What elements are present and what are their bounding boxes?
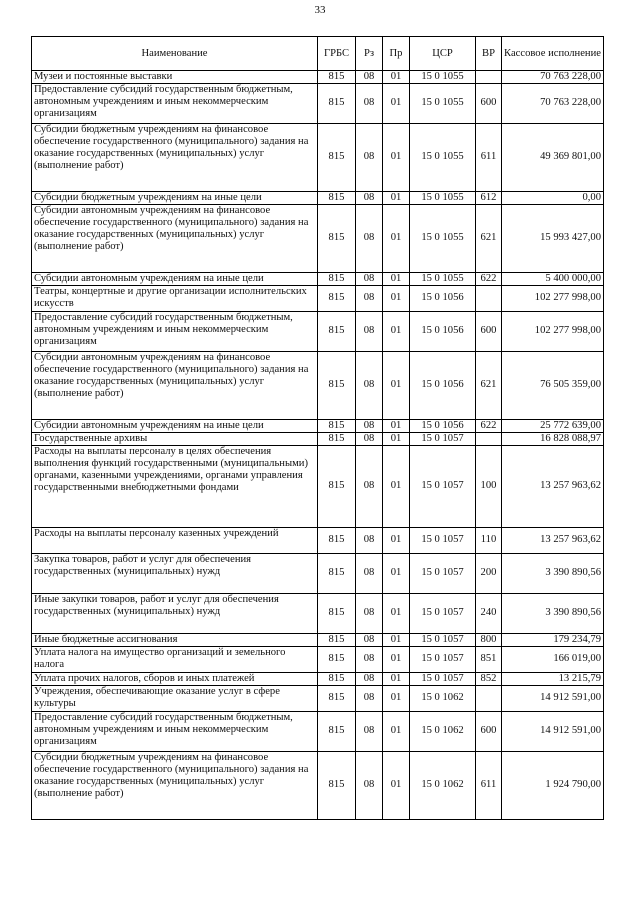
row-vr — [476, 685, 502, 711]
header-csr: ЦСР — [410, 37, 476, 71]
row-grbs: 815 — [318, 272, 356, 285]
row-amount: 13 257 963,62 — [502, 527, 604, 553]
row-pr: 01 — [383, 445, 410, 527]
row-vr — [476, 432, 502, 445]
row-pr: 01 — [383, 633, 410, 646]
row-name: Субсидии бюджетным учреждениям на финансовое обеспечение государственного (муниципального) задания на оказание государственных (муниципальных) услуг (выполнение работ) — [32, 751, 318, 819]
header-rz: Рз — [356, 37, 383, 71]
row-name: Иные бюджетные ассигнования — [32, 633, 318, 646]
row-amount: 179 234,79 — [502, 633, 604, 646]
row-csr: 15 0 1055 — [410, 191, 476, 204]
row-csr: 15 0 1055 — [410, 272, 476, 285]
row-vr: 851 — [476, 646, 502, 672]
row-rz: 08 — [356, 593, 383, 633]
row-csr: 15 0 1057 — [410, 646, 476, 672]
row-csr: 15 0 1062 — [410, 685, 476, 711]
row-name: Субсидии автономным учреждениям на иные цели — [32, 419, 318, 432]
row-rz: 08 — [356, 204, 383, 272]
row-amount: 15 993 427,00 — [502, 204, 604, 272]
table-row — [32, 83, 604, 123]
row-grbs: 815 — [318, 751, 356, 819]
row-vr: 600 — [476, 711, 502, 751]
row-vr — [476, 285, 502, 311]
row-csr: 15 0 1057 — [410, 672, 476, 685]
table-row — [32, 285, 604, 311]
row-grbs: 815 — [318, 593, 356, 633]
row-grbs: 815 — [318, 711, 356, 751]
row-amount: 70 763 228,00 — [502, 83, 604, 123]
row-pr: 01 — [383, 527, 410, 553]
row-pr: 01 — [383, 432, 410, 445]
row-rz: 08 — [356, 351, 383, 419]
row-grbs: 815 — [318, 685, 356, 711]
table-row — [32, 272, 604, 285]
row-rz: 08 — [356, 191, 383, 204]
row-pr: 01 — [383, 83, 410, 123]
table-row — [32, 685, 604, 711]
row-rz: 08 — [356, 751, 383, 819]
row-csr: 15 0 1057 — [410, 445, 476, 527]
row-name: Предоставление субсидий государственным бюджетным, автономным учреждениям и иным некоммерческим организациям — [32, 711, 318, 751]
row-rz: 08 — [356, 272, 383, 285]
row-grbs: 815 — [318, 646, 356, 672]
budget-execution-table — [31, 36, 604, 820]
row-rz: 08 — [356, 419, 383, 432]
row-pr: 01 — [383, 646, 410, 672]
row-grbs: 815 — [318, 527, 356, 553]
row-grbs: 815 — [318, 71, 356, 84]
row-vr: 622 — [476, 419, 502, 432]
row-amount: 102 277 998,00 — [502, 285, 604, 311]
row-csr: 15 0 1057 — [410, 553, 476, 593]
row-pr: 01 — [383, 672, 410, 685]
row-name: Иные закупки товаров, работ и услуг для обеспечения государственных (муниципальных) нужд — [32, 593, 318, 633]
table-row — [32, 553, 604, 593]
header-name: Наименование — [32, 37, 318, 71]
row-grbs: 815 — [318, 445, 356, 527]
table-row — [32, 711, 604, 751]
row-amount: 0,00 — [502, 191, 604, 204]
row-csr: 15 0 1057 — [410, 432, 476, 445]
table-row — [32, 527, 604, 553]
row-rz: 08 — [356, 432, 383, 445]
row-grbs: 815 — [318, 672, 356, 685]
row-csr: 15 0 1057 — [410, 633, 476, 646]
row-vr: 611 — [476, 123, 502, 191]
table-row — [32, 432, 604, 445]
table-row — [32, 71, 604, 84]
table-row — [32, 672, 604, 685]
row-amount: 70 763 228,00 — [502, 71, 604, 84]
row-name: Расходы на выплаты персоналу в целях обеспечения выполнения функций государственными (муниципальными) органами, казенными учреждениями, органами управления государственными внебюджетными фондами — [32, 445, 318, 527]
row-pr: 01 — [383, 593, 410, 633]
row-pr: 01 — [383, 711, 410, 751]
row-vr: 621 — [476, 351, 502, 419]
row-vr: 600 — [476, 83, 502, 123]
header-amount: Кассовое исполнение — [502, 37, 604, 71]
row-name: Уплата прочих налогов, сборов и иных платежей — [32, 672, 318, 685]
row-amount: 16 828 088,97 — [502, 432, 604, 445]
row-vr: 200 — [476, 553, 502, 593]
row-vr: 612 — [476, 191, 502, 204]
row-name: Субсидии автономным учреждениям на финансовое обеспечение государственного (муниципального) задания на оказание государственных (муниципальных) услуг (выполнение работ) — [32, 204, 318, 272]
row-rz: 08 — [356, 685, 383, 711]
row-name: Субсидии бюджетным учреждениям на финансовое обеспечение государственного (муниципального) задания на оказание государственных (муниципальных) услуг (выполнение работ) — [32, 123, 318, 191]
row-pr: 01 — [383, 751, 410, 819]
row-csr: 15 0 1056 — [410, 285, 476, 311]
row-rz: 08 — [356, 71, 383, 84]
row-grbs: 815 — [318, 83, 356, 123]
row-vr: 240 — [476, 593, 502, 633]
row-pr: 01 — [383, 123, 410, 191]
table-row — [32, 419, 604, 432]
row-amount: 13 257 963,62 — [502, 445, 604, 527]
row-csr: 15 0 1056 — [410, 311, 476, 351]
row-vr: 800 — [476, 633, 502, 646]
row-pr: 01 — [383, 419, 410, 432]
row-name: Уплата налога на имущество организаций и земельного налога — [32, 646, 318, 672]
row-grbs: 815 — [318, 432, 356, 445]
row-amount: 14 912 591,00 — [502, 711, 604, 751]
table-row — [32, 633, 604, 646]
row-grbs: 815 — [318, 204, 356, 272]
row-name: Расходы на выплаты персоналу казенных учреждений — [32, 527, 318, 553]
row-name: Субсидии автономным учреждениям на финансовое обеспечение государственного (муниципального) задания на оказание государственных (муниципальных) услуг (выполнение работ) — [32, 351, 318, 419]
row-rz: 08 — [356, 527, 383, 553]
row-csr: 15 0 1055 — [410, 204, 476, 272]
row-name: Закупка товаров, работ и услуг для обеспечения государственных (муниципальных) нужд — [32, 553, 318, 593]
row-name: Субсидии бюджетным учреждениям на иные цели — [32, 191, 318, 204]
row-pr: 01 — [383, 553, 410, 593]
row-rz: 08 — [356, 672, 383, 685]
table-row — [32, 751, 604, 819]
table-body — [32, 71, 604, 820]
row-amount: 166 019,00 — [502, 646, 604, 672]
row-csr: 15 0 1057 — [410, 593, 476, 633]
row-rz: 08 — [356, 633, 383, 646]
row-rz: 08 — [356, 311, 383, 351]
row-rz: 08 — [356, 646, 383, 672]
row-amount: 5 400 000,00 — [502, 272, 604, 285]
row-grbs: 815 — [318, 553, 356, 593]
row-amount: 3 390 890,56 — [502, 593, 604, 633]
row-grbs: 815 — [318, 311, 356, 351]
row-rz: 08 — [356, 123, 383, 191]
row-amount: 25 772 639,00 — [502, 419, 604, 432]
row-grbs: 815 — [318, 419, 356, 432]
row-grbs: 815 — [318, 285, 356, 311]
row-amount: 3 390 890,56 — [502, 553, 604, 593]
row-vr: 110 — [476, 527, 502, 553]
table-row — [32, 351, 604, 419]
row-vr: 100 — [476, 445, 502, 527]
row-rz: 08 — [356, 285, 383, 311]
row-amount: 102 277 998,00 — [502, 311, 604, 351]
row-csr: 15 0 1057 — [410, 527, 476, 553]
table-row — [32, 123, 604, 191]
row-amount: 49 369 801,00 — [502, 123, 604, 191]
row-vr — [476, 71, 502, 84]
row-name: Учреждения, обеспечивающие оказание услуг в сфере культуры — [32, 685, 318, 711]
row-grbs: 815 — [318, 123, 356, 191]
row-amount: 76 505 359,00 — [502, 351, 604, 419]
table-row — [32, 191, 604, 204]
row-name: Театры, концертные и другие организации исполнительских искусств — [32, 285, 318, 311]
row-pr: 01 — [383, 71, 410, 84]
table-header-row — [32, 37, 604, 71]
header-grbs: ГРБС — [318, 37, 356, 71]
row-amount: 1 924 790,00 — [502, 751, 604, 819]
row-name: Государственные архивы — [32, 432, 318, 445]
row-pr: 01 — [383, 285, 410, 311]
row-amount: 13 215,79 — [502, 672, 604, 685]
table-row — [32, 646, 604, 672]
row-pr: 01 — [383, 685, 410, 711]
row-name: Предоставление субсидий государственным бюджетным, автономным учреждениям и иным некоммерческим организациям — [32, 311, 318, 351]
row-pr: 01 — [383, 351, 410, 419]
row-name: Субсидии автономным учреждениям на иные цели — [32, 272, 318, 285]
row-vr: 611 — [476, 751, 502, 819]
row-name: Предоставление субсидий государственным бюджетным, автономным учреждениям и иным некоммерческим организациям — [32, 83, 318, 123]
row-vr: 600 — [476, 311, 502, 351]
row-pr: 01 — [383, 191, 410, 204]
table-row — [32, 593, 604, 633]
row-csr: 15 0 1056 — [410, 419, 476, 432]
row-rz: 08 — [356, 711, 383, 751]
row-csr: 15 0 1062 — [410, 751, 476, 819]
table-row — [32, 311, 604, 351]
row-rz: 08 — [356, 83, 383, 123]
row-pr: 01 — [383, 311, 410, 351]
row-grbs: 815 — [318, 633, 356, 646]
row-grbs: 815 — [318, 351, 356, 419]
row-rz: 08 — [356, 445, 383, 527]
row-amount: 14 912 591,00 — [502, 685, 604, 711]
row-csr: 15 0 1062 — [410, 711, 476, 751]
row-csr: 15 0 1056 — [410, 351, 476, 419]
row-pr: 01 — [383, 272, 410, 285]
table-row — [32, 204, 604, 272]
header-vr: ВР — [476, 37, 502, 71]
row-pr: 01 — [383, 204, 410, 272]
table-row — [32, 445, 604, 527]
row-vr: 622 — [476, 272, 502, 285]
row-vr: 852 — [476, 672, 502, 685]
row-csr: 15 0 1055 — [410, 71, 476, 84]
header-pr: Пр — [383, 37, 410, 71]
row-csr: 15 0 1055 — [410, 83, 476, 123]
row-vr: 621 — [476, 204, 502, 272]
row-csr: 15 0 1055 — [410, 123, 476, 191]
row-rz: 08 — [356, 553, 383, 593]
row-name: Музеи и постоянные выставки — [32, 71, 318, 84]
row-grbs: 815 — [318, 191, 356, 204]
page-number: 33 — [314, 4, 326, 16]
